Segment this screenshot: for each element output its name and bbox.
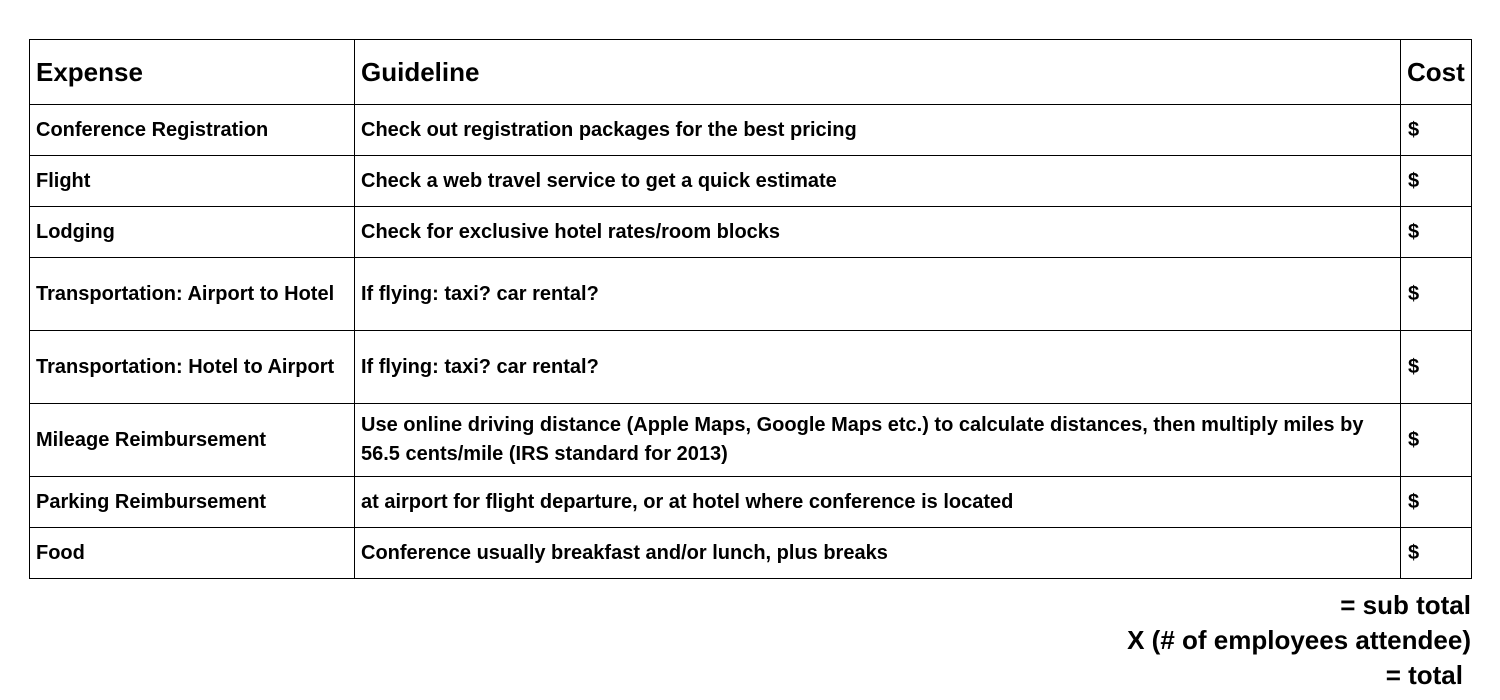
expense-cell: Lodging: [30, 207, 355, 258]
totals-block: [1127, 588, 1471, 693]
cost-cell[interactable]: $: [1401, 528, 1472, 579]
guideline-cell: Use online driving distance (Apple Maps, Google Maps etc.) to calculate distances, then multiply miles by 56.5 cents/mile (IRS standard for 2013): [355, 404, 1401, 477]
expense-cell: Flight: [30, 156, 355, 207]
guideline-cell: at airport for flight departure, or at hotel where conference is located: [355, 477, 1401, 528]
expense-cell: Mileage Reimbursement: [30, 404, 355, 477]
multiplier-line: X (# of employees attendee): [1127, 625, 1471, 655]
table-row: [30, 528, 1472, 579]
expense-cell: Food: [30, 528, 355, 579]
expense-table: [29, 39, 1472, 579]
table-row: [30, 331, 1472, 404]
cost-cell[interactable]: $: [1401, 105, 1472, 156]
expense-cell: Parking Reimbursement: [30, 477, 355, 528]
expense-worksheet: [29, 39, 1471, 579]
guideline-cell: If flying: taxi? car rental?: [355, 258, 1401, 331]
total-line: = total: [1385, 660, 1463, 690]
table-row: [30, 258, 1472, 331]
guideline-cell: Check out registration packages for the best pricing: [355, 105, 1401, 156]
header-cost: Cost: [1401, 40, 1472, 105]
cost-cell[interactable]: $: [1401, 477, 1472, 528]
header-guideline: Guideline: [355, 40, 1401, 105]
subtotal-line: = sub total: [1340, 590, 1471, 620]
guideline-cell: Check a web travel service to get a quick estimate: [355, 156, 1401, 207]
expense-cell: Conference Registration: [30, 105, 355, 156]
table-row: [30, 404, 1472, 477]
cost-cell[interactable]: $: [1401, 331, 1472, 404]
guideline-cell: Check for exclusive hotel rates/room blocks: [355, 207, 1401, 258]
cost-cell[interactable]: $: [1401, 404, 1472, 477]
guideline-cell: If flying: taxi? car rental?: [355, 331, 1401, 404]
cost-cell[interactable]: $: [1401, 258, 1472, 331]
header-expense: Expense: [30, 40, 355, 105]
table-row: [30, 105, 1472, 156]
table-row: [30, 207, 1472, 258]
expense-cell: Transportation: Airport to Hotel: [30, 258, 355, 331]
guideline-cell: Conference usually breakfast and/or lunch, plus breaks: [355, 528, 1401, 579]
table-row: [30, 477, 1472, 528]
table-row: [30, 156, 1472, 207]
cost-cell[interactable]: $: [1401, 207, 1472, 258]
table-header-row: [30, 40, 1472, 105]
expense-cell: Transportation: Hotel to Airport: [30, 331, 355, 404]
cost-cell[interactable]: $: [1401, 156, 1472, 207]
